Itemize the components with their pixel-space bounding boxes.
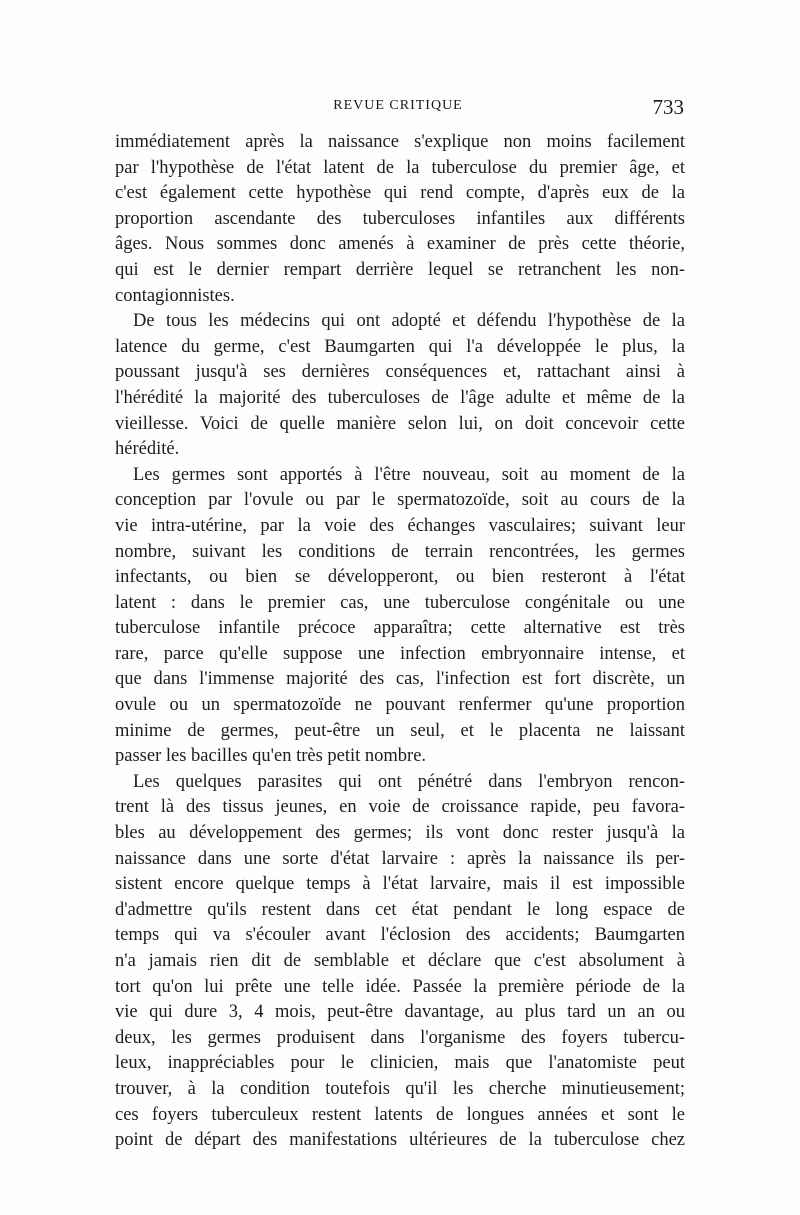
running-title: REVUE CRITIQUE bbox=[333, 98, 463, 113]
text-line: latent : dans le premier cas, une tuberculose congénitale ou une bbox=[115, 592, 685, 613]
text-line: temps qui va s'écouler avant l'éclosion des accidents; Baumgarten bbox=[115, 925, 685, 946]
text-line: De tous les médecins qui ont adopté et défendu l'hypothèse de la bbox=[133, 311, 685, 332]
text-line: âges. Nous sommes donc amenés à examiner de près cette théorie, bbox=[115, 234, 685, 255]
text-line: tort qu'on lui prête une telle idée. Passée la première période de la bbox=[115, 976, 685, 997]
text-line: trent là des tissus jeunes, en voie de croissance rapide, peu favora- bbox=[115, 797, 685, 818]
text-line: latence du germe, c'est Baumgarten qui l'a développée le plus, la bbox=[115, 336, 685, 357]
text-line: rare, parce qu'elle suppose une infection embryonnaire intense, et bbox=[115, 643, 685, 664]
text-line: Les quelques parasites qui ont pénétré dans l'embryon rencon- bbox=[133, 771, 685, 792]
text-line: vie qui dure 3, 4 mois, peut-être davantage, au plus tard un an ou bbox=[115, 1002, 685, 1023]
text-line: contagionnistes. bbox=[115, 285, 235, 306]
text-line: l'hérédité la majorité des tuberculoses de l'âge adulte et même de la bbox=[115, 387, 685, 408]
text-line: ces foyers tuberculeux restent latents de longues années et sont le bbox=[115, 1104, 685, 1125]
text-line: conception par l'ovule ou par le spermatozoïde, soit au cours de la bbox=[115, 490, 685, 511]
text-line: bles au développement des germes; ils vont donc rester jusqu'à la bbox=[115, 823, 685, 844]
text-line: proportion ascendante des tuberculoses infantiles aux différents bbox=[115, 208, 685, 229]
text-line: d'admettre qu'ils restent dans cet état pendant le long espace de bbox=[115, 899, 685, 920]
text-line: sistent encore quelque temps à l'état larvaire, mais il est impossible bbox=[115, 874, 685, 895]
text-line: vieillesse. Voici de quelle manière selon lui, on doit concevoir cette bbox=[115, 413, 685, 434]
text-line: deux, les germes produisent dans l'organisme des foyers tubercu- bbox=[115, 1027, 685, 1048]
text-line: immédiatement après la naissance s'explique non moins facilement bbox=[115, 132, 685, 152]
text-line: par l'hypothèse de l'état latent de la tuberculose du premier âge, et bbox=[115, 157, 685, 178]
text-line: vie intra-utérine, par la voie des échanges vasculaires; suivant leur bbox=[115, 515, 685, 536]
body-text bbox=[115, 130, 685, 1154]
text-line: hérédité. bbox=[115, 439, 180, 460]
text-line: qui est le dernier rempart derrière lequel se retranchent les non- bbox=[115, 259, 685, 280]
text-line: tuberculose infantile précoce apparaîtra; cette alternative est très bbox=[115, 618, 685, 639]
text-line: minime de germes, peut-être un seul, et le placenta ne laissant bbox=[115, 720, 685, 741]
page-number: 733 bbox=[652, 95, 684, 119]
text-line: c'est également cette hypothèse qui rend compte, d'après eux de la bbox=[115, 183, 685, 204]
text-line: point de départ des manifestations ultérieures de la tuberculose chez bbox=[115, 1130, 685, 1151]
text-line: poussant jusqu'à ses dernières conséquences et, rattachant ainsi à bbox=[115, 362, 685, 383]
text-line: ovule ou un spermatozoïde ne pouvant renfermer qu'une proportion bbox=[115, 695, 685, 716]
text-line: leux, inappréciables pour le clinicien, mais que l'anatomiste peut bbox=[115, 1053, 685, 1074]
text-line: naissance dans une sorte d'état larvaire : après la naissance ils per- bbox=[115, 848, 685, 869]
text-line: que dans l'immense majorité des cas, l'infection est fort discrète, un bbox=[115, 669, 685, 690]
running-header bbox=[112, 95, 684, 124]
text-line: n'a jamais rien dit de semblable et déclare que c'est absolument à bbox=[115, 951, 685, 971]
text-line: Les germes sont apportés à l'être nouveau, soit au moment de la bbox=[133, 464, 685, 485]
text-line: trouver, à la condition toutefois qu'il les cherche minutieusement; bbox=[115, 1078, 685, 1099]
text-line: passer les bacilles qu'en très petit nombre. bbox=[115, 746, 427, 767]
text-line: nombre, suivant les conditions de terrain rencontrées, les germes bbox=[115, 541, 685, 562]
text-line: infectants, ou bien se développeront, ou bien resteront à l'état bbox=[115, 567, 685, 588]
